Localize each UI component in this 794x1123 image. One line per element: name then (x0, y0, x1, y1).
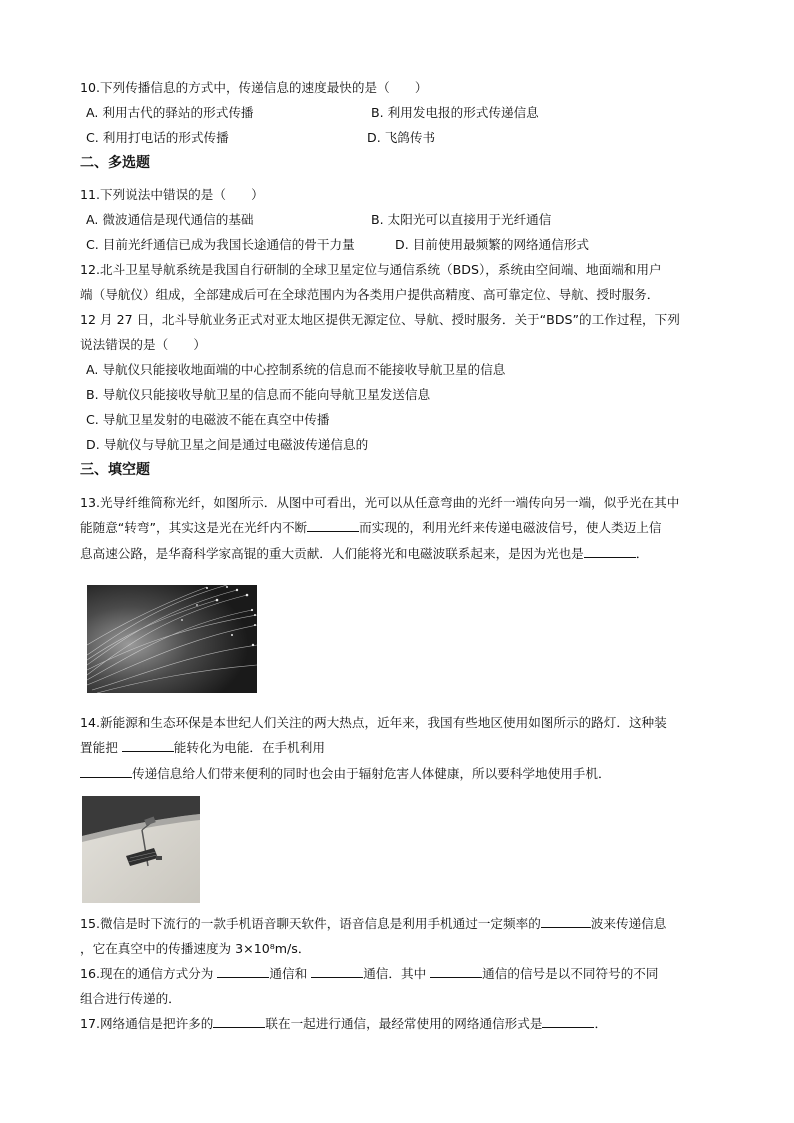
q16-line-1 (80, 965, 658, 983)
q13-blank-1[interactable] (307, 519, 359, 532)
q16-line-2: 组合进行传递的． (80, 991, 181, 1006)
q17-line-1 (80, 1015, 607, 1033)
q17-text-a: 17.网络通信是把许多的 (80, 1016, 214, 1031)
q14-blank-2[interactable] (80, 765, 132, 778)
q12-option-c: C. 导航卫星发射的电磁波不能在真空中传播 (86, 412, 330, 427)
section-heading-multiple-choice: 二、多选题 (80, 155, 150, 171)
q13-line-2 (80, 519, 661, 537)
solar-street-lamp-photo (82, 796, 200, 903)
q10-option-b: B. 利用发电报的形式传递信息 (371, 105, 539, 120)
q15-line-1 (80, 915, 666, 933)
q14-text-c: 传递信息给人们带来便利的同时也会由于辐射危害人体健康，所以要科学地使用手机． (132, 766, 611, 781)
q17-text-c: ． (594, 1016, 608, 1031)
q12-line-1: 12.北斗卫星导航系统是我国自行研制的全球卫星定位与通信系统（BDS），系统由空间端、地面端和用户 (80, 262, 662, 277)
q13-text-b: 而实现的，利用光纤来传递电磁波信号，使人类迈上信 (359, 520, 662, 535)
q16-text-c: 通信．其中 (363, 966, 431, 981)
q16-text-d: 通信的信号是以不同符号的不同 (482, 966, 659, 981)
q14-line-3 (80, 765, 611, 783)
q13-text-a: 能随意“转弯”，其实这是光在光纤内不断 (80, 520, 308, 535)
q16-text-b: 通信和 (269, 966, 312, 981)
q14-blank-1[interactable] (122, 739, 174, 752)
q14-text-a: 置能把 (80, 740, 122, 755)
q10-option-a: A. 利用古代的驿站的形式传播 (86, 105, 254, 120)
q10-stem: 10.下列传播信息的方式中，传递信息的速度最快的是（ ） (80, 80, 428, 95)
q14-line-2 (80, 739, 325, 757)
q12-line-3: 12 月 27 日，北斗导航业务正式对亚太地区提供无源定位、导航、授时服务．关于“BDS”的工作过程，下列 (80, 312, 680, 327)
q13-line-1: 13.光导纤维简称光纤，如图所示．从图中可看出，光可以从任意弯曲的光纤一端传向另一端，似乎光在其中 (80, 495, 680, 510)
q14-text-b: 能转化为电能．在手机利用 (173, 740, 325, 755)
optical-fiber-photo (87, 585, 257, 693)
q13-text-c: 息高速公路，是华裔科学家高锟的重大贡献．人们能将光和电磁波联系起来，是因为光也是 (80, 546, 584, 561)
q17-blank-1[interactable] (213, 1015, 265, 1028)
q12-option-a: A. 导航仪只能接收地面端的中心控制系统的信息而不能接收导航卫星的信息 (86, 362, 506, 377)
q13-text-d: ． (635, 546, 649, 561)
q11-option-c: C. 目前光纤通信已成为我国长途通信的骨干力量 (86, 237, 355, 252)
q12-line-4: 说法错误的是（ ） (80, 337, 206, 352)
q15-text-b: 波来传递信息 (590, 916, 667, 931)
q13-blank-2[interactable] (584, 545, 636, 558)
q12-option-d: D. 导航仪与导航卫星之间是通过电磁波传递信息的 (86, 437, 369, 452)
q17-text-b: 联在一起进行通信，最经常使用的网络通信形式是 (265, 1016, 543, 1031)
q14-line-1: 14.新能源和生态环保是本世纪人们关注的两大热点，近年来，我国有些地区使用如图所示的路灯．这种装 (80, 715, 667, 730)
q12-line-2: 端（导航仪）组成，全部建成后可在全球范围内为各类用户提供高精度、高可靠定位、导航、授时服务． (80, 287, 660, 302)
q17-blank-2[interactable] (542, 1015, 594, 1028)
q16-text-a: 16.现在的通信方式分为 (80, 966, 218, 981)
q16-blank-2[interactable] (311, 965, 363, 978)
section-heading-fill-blank: 三、填空题 (80, 462, 150, 478)
q13-line-3 (80, 545, 648, 563)
q10-option-d: D. 飞鸽传书 (367, 130, 436, 145)
q15-blank-1[interactable] (541, 915, 591, 928)
q11-option-a: A. 微波通信是现代通信的基础 (86, 212, 254, 227)
q16-blank-3[interactable] (430, 965, 482, 978)
q16-blank-1[interactable] (217, 965, 269, 978)
q11-option-b: B. 太阳光可以直接用于光纤通信 (371, 212, 552, 227)
q11-option-d: D. 目前使用最频繁的网络通信形式 (395, 237, 590, 252)
q15-text-a: 15.微信是时下流行的一款手机语音聊天软件，语音信息是利用手机通过一定频率的 (80, 916, 541, 931)
q15-line-2: ，它在真空中的传播速度为 3×10⁸m/s． (80, 941, 311, 956)
q12-option-b: B. 导航仪只能接收导航卫星的信息而不能向导航卫星发送信息 (86, 387, 431, 402)
q11-stem: 11.下列说法中错误的是（ ） (80, 187, 264, 202)
q10-option-c: C. 利用打电话的形式传播 (86, 130, 229, 145)
